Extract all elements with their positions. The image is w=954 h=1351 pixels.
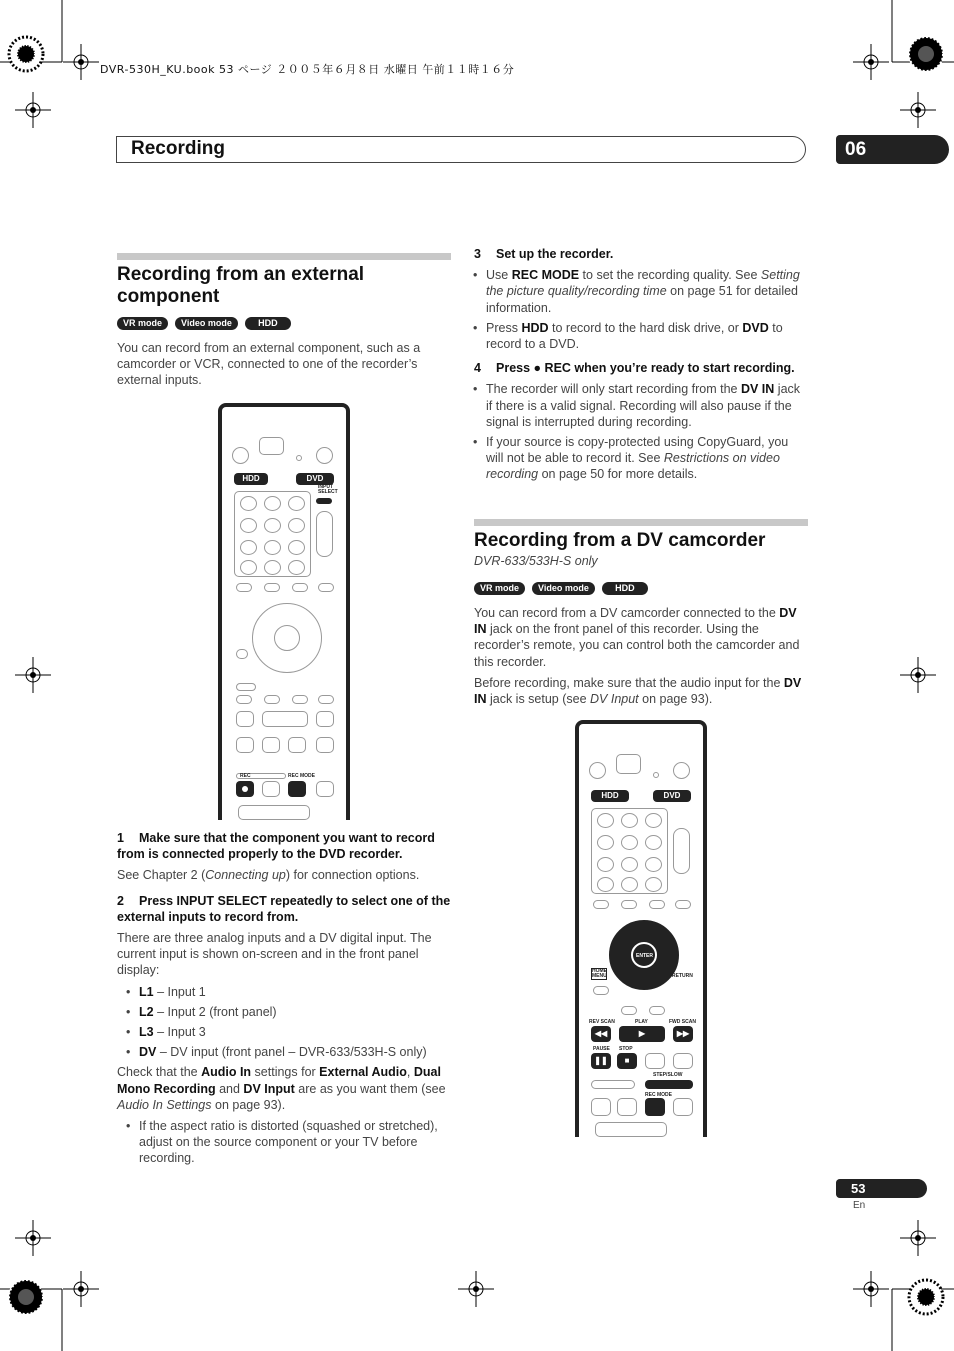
key xyxy=(288,518,305,533)
t: to record to the hard disk drive, or xyxy=(548,320,743,335)
remote-row xyxy=(318,583,334,592)
remote-bottom-panel xyxy=(238,805,310,820)
key xyxy=(288,560,305,575)
remote-numpad xyxy=(591,808,668,894)
step-1-text-a: See Chapter 2 ( xyxy=(117,868,206,883)
section-rule xyxy=(474,519,808,526)
t: External Audio xyxy=(319,1065,407,1080)
intro-paragraph: You can record from an external component, such as a camcorder or VCR, connected to one of the recorder’s external inputs. xyxy=(117,341,421,388)
remote-indicator xyxy=(653,772,659,778)
t: The recorder will only start recording from the xyxy=(486,382,741,397)
badge-video-mode: Video mode xyxy=(532,582,595,595)
step-2-title-text: Press INPUT SELECT repeatedly to select one of the external inputs to record from. xyxy=(117,893,451,924)
remote-channel-rocker xyxy=(316,511,333,557)
step-3-title xyxy=(474,246,808,262)
remote-pause-button: ❚❚ xyxy=(591,1053,611,1069)
file-header: DVR-530H_KU.book 53 ページ ２００５年６月８日 水曜日 午前１１時１６分 xyxy=(100,63,515,76)
t: HDD xyxy=(521,320,549,335)
step-4-title xyxy=(474,360,808,376)
remote-rev-scan-button: ◀◀ xyxy=(591,1026,611,1042)
step-1-link: Connecting up xyxy=(205,868,286,883)
remote-row xyxy=(673,1053,693,1069)
t: DV IN xyxy=(474,675,802,707)
remote-row xyxy=(593,900,609,909)
key xyxy=(240,518,257,533)
remote-row xyxy=(316,737,334,753)
remote-illustration-1 xyxy=(218,403,350,820)
list-item xyxy=(117,1004,451,1020)
t: on page 51 for detailed information. xyxy=(486,284,799,315)
t: If your source is copy-protected using CopyGuard, you will not be able to record it. See xyxy=(486,435,789,466)
remote-row xyxy=(236,583,252,592)
model-note-text: DVR-633/533H-S only xyxy=(474,554,598,568)
remote-row xyxy=(262,711,308,727)
t: You can record from a DV camcorder connected to the xyxy=(474,606,780,620)
model-note xyxy=(474,553,598,569)
remote-row xyxy=(264,695,280,704)
remote-row xyxy=(316,781,334,797)
step-4-list xyxy=(464,381,808,482)
remote-pause-label: PAUSE xyxy=(593,1046,610,1052)
step-1-title xyxy=(117,830,451,862)
step-3-title-text: Set up the recorder. xyxy=(496,247,614,261)
remote-step-slow-button xyxy=(645,1080,693,1089)
dv-paragraph-2 xyxy=(474,675,808,707)
key xyxy=(621,813,638,828)
remote-dvd-button: DVD xyxy=(296,473,334,485)
remote-row xyxy=(649,900,665,909)
input-key: L3 xyxy=(139,1025,154,1040)
t: are as you want them (see xyxy=(294,1081,446,1096)
key xyxy=(621,835,638,850)
remote-row xyxy=(645,1053,665,1069)
remote-illustration-2 xyxy=(575,720,707,1137)
list-item xyxy=(117,1044,451,1060)
remote-row xyxy=(236,649,248,659)
t: Audio In xyxy=(201,1065,252,1080)
page-language: En xyxy=(853,1200,866,1211)
list-item xyxy=(464,267,808,316)
t: to record to a DVD. xyxy=(486,320,783,352)
t: Dual Mono Recording xyxy=(117,1065,441,1096)
input-key: L1 xyxy=(139,984,154,999)
remote-dvd-button: DVD xyxy=(653,790,691,802)
left-steps xyxy=(117,830,451,1171)
key xyxy=(240,496,257,511)
key xyxy=(264,560,281,575)
remote-power-icon xyxy=(589,762,606,779)
remote-row xyxy=(621,900,637,909)
key xyxy=(645,813,662,828)
input-key: L2 xyxy=(139,1004,154,1019)
key xyxy=(597,877,614,892)
remote-button xyxy=(316,447,333,464)
remote-row xyxy=(673,1098,693,1116)
remote-row xyxy=(591,1098,611,1116)
intro-text xyxy=(117,340,451,394)
step-3-list xyxy=(464,267,808,352)
remote-row xyxy=(675,900,691,909)
remote-row xyxy=(593,986,609,995)
badge-hdd: HDD xyxy=(245,317,291,330)
remote-play-label: PLAY xyxy=(635,1019,648,1025)
remote-fwd-scan-label: FWD SCAN xyxy=(669,1019,696,1025)
list-item xyxy=(464,434,808,483)
remote-input-select-label: INPUT SELECT xyxy=(318,484,338,495)
t: on page 93). xyxy=(211,1097,286,1112)
t: Restrictions on video recording xyxy=(486,451,780,482)
t: jack is setup (see xyxy=(486,692,591,707)
step-1-text-b: ) for connection options. xyxy=(285,868,420,883)
badge-vr-mode: VR mode xyxy=(474,582,525,595)
remote-hdd-button: HDD xyxy=(591,790,629,802)
key xyxy=(645,857,662,872)
remote-stop-label: STOP xyxy=(619,1046,633,1052)
chapter-number: 06 xyxy=(836,135,949,164)
remote-rec-label: REC xyxy=(240,773,251,779)
remote-row xyxy=(288,737,306,753)
remote-input-select-button xyxy=(316,498,332,504)
remote-row xyxy=(621,1006,637,1015)
t: jack if there is a valid signal. Recording will also pause if the signal is interrupted during recording. xyxy=(486,382,801,429)
badge-hdd: HDD xyxy=(602,582,648,595)
list-item xyxy=(117,1024,451,1040)
input-desc: – Input 3 xyxy=(153,1025,206,1040)
rec-dot-icon xyxy=(242,786,248,792)
remote-step-slow-label: STEP/SLOW xyxy=(653,1072,683,1078)
remote-row xyxy=(316,711,334,727)
remote-rev-scan-label: REV SCAN xyxy=(589,1019,615,1025)
badge-video-mode: Video mode xyxy=(175,317,238,330)
remote-open-button xyxy=(259,437,284,455)
input-desc: – DV input (front panel – DVR-633/533H-S only) xyxy=(156,1045,427,1060)
key xyxy=(240,560,257,575)
remote-rec-mode-label: REC MODE xyxy=(645,1092,672,1098)
step-1-number: 1 xyxy=(117,831,124,845)
t: Press xyxy=(486,320,522,335)
remote-row xyxy=(262,781,280,797)
remote-button xyxy=(673,762,690,779)
key xyxy=(264,540,281,555)
key xyxy=(597,835,614,850)
list-item xyxy=(464,320,808,352)
remote-row xyxy=(236,737,254,753)
page-number: 53 xyxy=(836,1179,927,1198)
dv-text xyxy=(474,605,808,712)
remote-return-label: RETURN xyxy=(672,973,693,979)
key xyxy=(621,857,638,872)
step-4-title-text: Press ● REC when you’re ready to start recording. xyxy=(496,361,795,376)
t: , xyxy=(406,1065,414,1080)
key xyxy=(645,835,662,850)
step-1-title-text: Make sure that the component you want to record from is connected properly to the DVD recorder. xyxy=(117,831,435,862)
remote-row xyxy=(292,695,308,704)
remote-row xyxy=(236,683,256,691)
key xyxy=(240,540,257,555)
step-2-number: 2 xyxy=(117,893,124,908)
remote-power-icon xyxy=(232,447,249,464)
remote-rec-mode-button xyxy=(645,1098,665,1116)
remote-row xyxy=(262,737,280,753)
t: DV IN xyxy=(474,606,797,637)
t: to set the recording quality. See xyxy=(579,268,761,283)
t: DV Input xyxy=(590,692,639,707)
right-steps xyxy=(474,246,808,487)
remote-hdd-button: HDD xyxy=(234,473,268,485)
t: Check that the xyxy=(117,1065,202,1080)
remote-row xyxy=(236,711,254,727)
key xyxy=(288,540,305,555)
mode-badges xyxy=(474,582,648,595)
section-heading-external: Recording from an external component xyxy=(117,264,365,307)
step-2-text: There are three analog inputs and a DV digital input. The current input is shown on-screen and in the front panel display: xyxy=(117,931,432,978)
remote-numpad xyxy=(234,491,311,577)
t: DV Input xyxy=(243,1081,295,1096)
section-heading-dv: Recording from a DV camcorder xyxy=(474,530,766,551)
input-list xyxy=(117,984,451,1061)
key xyxy=(264,496,281,511)
chapter-header xyxy=(116,136,806,163)
remote-bottom-panel xyxy=(595,1122,667,1137)
check-settings-text xyxy=(117,1064,451,1113)
remote-rec-button xyxy=(236,781,254,797)
remote-enter-label: ENTER xyxy=(636,953,653,959)
key xyxy=(288,496,305,511)
remote-row xyxy=(591,1080,635,1089)
remote-row xyxy=(264,583,280,592)
remote-rec-mode-label: REC MODE xyxy=(288,773,315,779)
section-rule xyxy=(117,253,451,260)
remote-indicator xyxy=(296,455,302,461)
remote-row xyxy=(318,695,334,704)
remote-channel-rocker xyxy=(673,828,690,874)
t: REC MODE xyxy=(511,268,580,283)
input-desc: – Input 1 xyxy=(153,984,206,999)
step-4-number: 4 xyxy=(474,361,481,376)
t: Audio In Settings xyxy=(117,1097,212,1112)
key xyxy=(597,857,614,872)
remote-row xyxy=(236,695,252,704)
t: jack on the front panel of this recorder. Using the recorder’s remote, you can control both the camcorder and this recorder. xyxy=(474,622,800,669)
remote-stop-button: ■ xyxy=(617,1053,637,1069)
remote-row xyxy=(649,1006,665,1015)
input-desc: – Input 2 (front panel) xyxy=(153,1004,277,1019)
remote-row xyxy=(292,583,308,592)
list-item: • If the aspect ratio is distorted (squashed or stretched), adjust on the source component or your TV before recording. xyxy=(117,1118,451,1167)
t: Before recording, make sure that the audio input for the xyxy=(474,675,784,690)
step-3-number: 3 xyxy=(474,247,481,261)
input-key: DV xyxy=(139,1045,157,1060)
mode-badges xyxy=(117,317,291,330)
list-item xyxy=(117,984,451,1000)
key xyxy=(621,877,638,892)
t: Use xyxy=(486,268,512,283)
t: on page 93). xyxy=(638,692,713,707)
list-item xyxy=(464,381,808,430)
remote-row xyxy=(617,1098,637,1116)
remote-fwd-scan-button: ▶▶ xyxy=(673,1026,693,1042)
remote-rec-mode-button xyxy=(288,781,306,797)
remote-home-menu-label: HOME MENU xyxy=(592,968,607,979)
step-2-title xyxy=(117,893,451,925)
step-1-text xyxy=(117,867,451,883)
remote-open-button xyxy=(616,754,641,774)
t: and xyxy=(215,1081,244,1096)
key xyxy=(597,813,614,828)
dv-paragraph-1 xyxy=(474,605,808,670)
t: Setting the picture quality/recording time xyxy=(486,268,800,299)
aspect-note-list xyxy=(117,1118,451,1167)
t: settings for xyxy=(251,1065,320,1080)
remote-enter-button xyxy=(274,625,300,651)
t: on page 50 for more details. xyxy=(538,467,698,482)
t: DV IN xyxy=(740,382,775,397)
t: DVD xyxy=(742,320,769,335)
key xyxy=(264,518,281,533)
badge-vr-mode: VR mode xyxy=(117,317,168,330)
chapter-title: Recording xyxy=(131,138,225,159)
remote-play-button: ▶ xyxy=(619,1026,665,1042)
key xyxy=(645,877,662,892)
